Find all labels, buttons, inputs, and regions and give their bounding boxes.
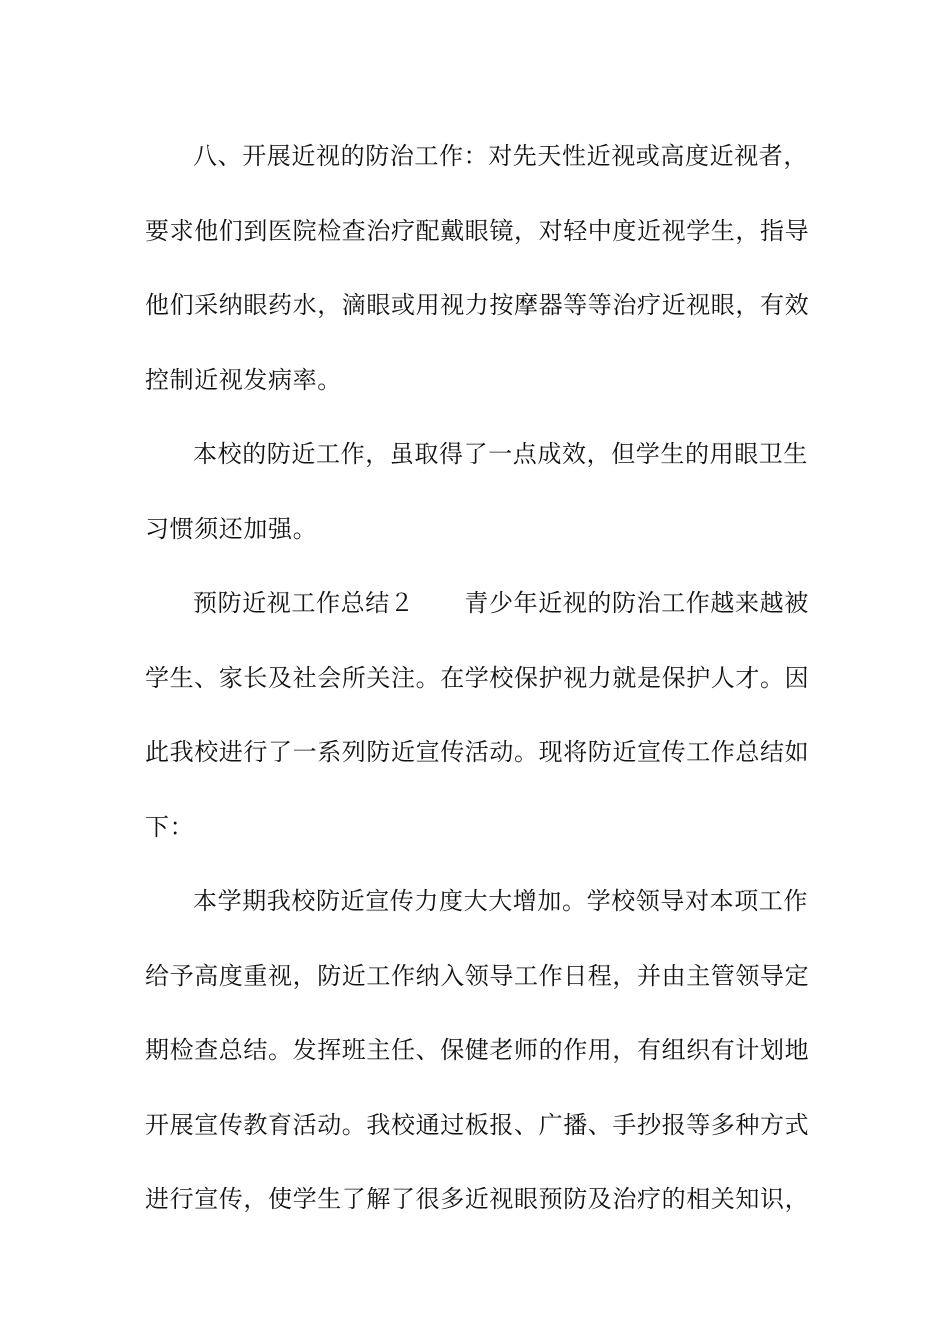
- paragraph-line: 此我校进行了一系列防近宣传活动。现将防近宣传工作总结如: [145, 738, 810, 766]
- paragraph-line: 他们采纳眼药水，滴眼或用视力按摩器等等治疗近视眼，有效: [145, 291, 810, 319]
- paragraph-line: 开展宣传教育活动。我校通过板报、广播、手抄报等多种方式: [145, 1111, 810, 1139]
- paragraph-line: 下：: [145, 813, 195, 841]
- paragraph-line: 本校的防近工作，虽取得了一点成效，但学生的用眼卫生: [193, 440, 808, 468]
- section-title: 预防近视工作总结２: [193, 589, 415, 617]
- paragraph-line: 期检查总结。发挥班主任、保健老师的作用，有组织有计划地: [145, 1036, 810, 1064]
- paragraph-line: 进行宣传，使学生了解了很多近视眼预防及治疗的相关知识，: [145, 1185, 810, 1213]
- section-heading-line: [193, 583, 810, 623]
- paragraph-line: 习惯须还加强。: [145, 515, 318, 543]
- section-lead-text: 青少年近视的防治工作越来越被: [464, 589, 809, 617]
- paragraph-line: 本学期我校防近宣传力度大大增加。学校领导对本项工作: [193, 887, 808, 915]
- paragraph-line: 八、开展近视的防治工作：对先天性近视或高度近视者，: [193, 142, 808, 170]
- paragraph-line: 学生、家长及社会所关注。在学校保护视力就是保护人才。因: [145, 664, 810, 692]
- paragraph-line: 给予高度重视，防近工作纳入领导工作日程，并由主管领导定: [145, 962, 810, 990]
- paragraph-line: 要求他们到医院检查治疗配戴眼镜，对轻中度近视学生，指导: [145, 217, 810, 245]
- paragraph-line: 控制近视发病率。: [145, 366, 342, 394]
